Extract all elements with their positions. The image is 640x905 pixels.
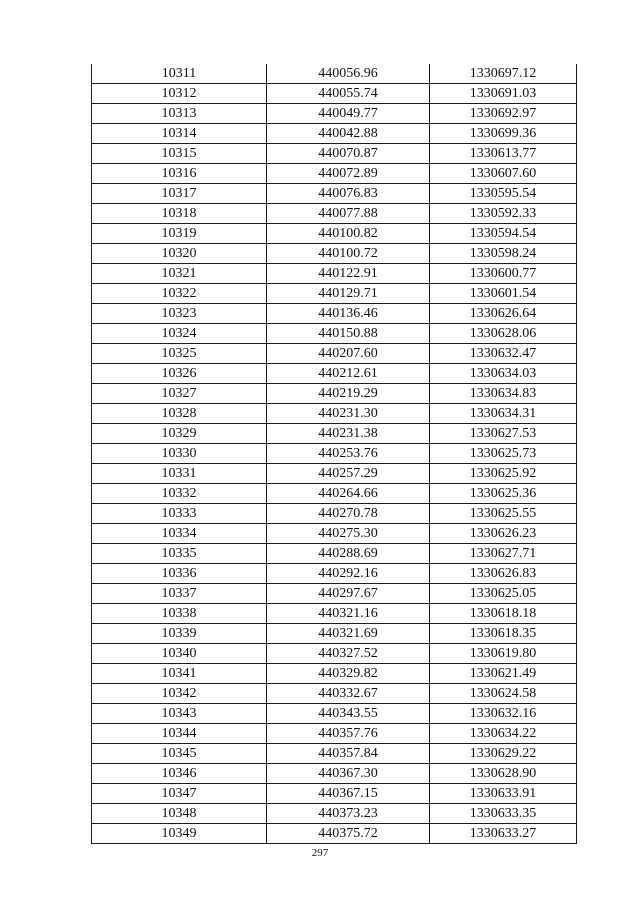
y-coordinate-cell: 1330632.16: [430, 704, 577, 724]
x-coordinate-cell: 440231.38: [267, 424, 430, 444]
y-coordinate-cell: 1330627.71: [430, 544, 577, 564]
y-coordinate-cell: 1330633.27: [430, 824, 577, 844]
table-row: [92, 504, 577, 524]
x-coordinate-cell: 440332.67: [267, 684, 430, 704]
table-row: [92, 344, 577, 364]
table-row: [92, 204, 577, 224]
x-coordinate-cell: 440056.96: [267, 64, 430, 84]
x-coordinate-cell: 440288.69: [267, 544, 430, 564]
point-id-cell: 10344: [92, 724, 267, 744]
point-id-cell: 10320: [92, 244, 267, 264]
table-row: [92, 404, 577, 424]
x-coordinate-cell: 440373.23: [267, 804, 430, 824]
table-row: [92, 224, 577, 244]
point-id-cell: 10329: [92, 424, 267, 444]
point-id-cell: 10317: [92, 184, 267, 204]
x-coordinate-cell: 440321.69: [267, 624, 430, 644]
point-id-cell: 10318: [92, 204, 267, 224]
y-coordinate-cell: 1330633.91: [430, 784, 577, 804]
y-coordinate-cell: 1330691.03: [430, 84, 577, 104]
x-coordinate-cell: 440327.52: [267, 644, 430, 664]
x-coordinate-cell: 440275.30: [267, 524, 430, 544]
x-coordinate-cell: 440219.29: [267, 384, 430, 404]
x-coordinate-cell: 440100.72: [267, 244, 430, 264]
x-coordinate-cell: 440253.76: [267, 444, 430, 464]
table-row: [92, 444, 577, 464]
table-row: [92, 284, 577, 304]
point-id-cell: 10312: [92, 84, 267, 104]
x-coordinate-cell: 440321.16: [267, 604, 430, 624]
point-id-cell: 10325: [92, 344, 267, 364]
x-coordinate-cell: 440367.30: [267, 764, 430, 784]
x-coordinate-cell: 440055.74: [267, 84, 430, 104]
x-coordinate-cell: 440077.88: [267, 204, 430, 224]
y-coordinate-cell: 1330625.05: [430, 584, 577, 604]
x-coordinate-cell: 440136.46: [267, 304, 430, 324]
point-id-cell: 10332: [92, 484, 267, 504]
table-row: [92, 824, 577, 844]
point-id-cell: 10342: [92, 684, 267, 704]
point-id-cell: 10339: [92, 624, 267, 644]
x-coordinate-cell: 440367.15: [267, 784, 430, 804]
x-coordinate-cell: 440049.77: [267, 104, 430, 124]
point-id-cell: 10334: [92, 524, 267, 544]
x-coordinate-cell: 440297.67: [267, 584, 430, 604]
point-id-cell: 10328: [92, 404, 267, 424]
y-coordinate-cell: 1330619.80: [430, 644, 577, 664]
y-coordinate-cell: 1330634.22: [430, 724, 577, 744]
table-row: [92, 304, 577, 324]
y-coordinate-cell: 1330601.54: [430, 284, 577, 304]
x-coordinate-cell: 440257.29: [267, 464, 430, 484]
point-id-cell: 10337: [92, 584, 267, 604]
table-row: [92, 484, 577, 504]
table-row: [92, 124, 577, 144]
point-id-cell: 10348: [92, 804, 267, 824]
point-id-cell: 10321: [92, 264, 267, 284]
table-row: [92, 704, 577, 724]
y-coordinate-cell: 1330618.35: [430, 624, 577, 644]
y-coordinate-cell: 1330697.12: [430, 64, 577, 84]
x-coordinate-cell: 440042.88: [267, 124, 430, 144]
table-row: [92, 104, 577, 124]
x-coordinate-cell: 440375.72: [267, 824, 430, 844]
y-coordinate-cell: 1330592.33: [430, 204, 577, 224]
table-row: [92, 544, 577, 564]
table-row: [92, 784, 577, 804]
x-coordinate-cell: 440292.16: [267, 564, 430, 584]
point-id-cell: 10349: [92, 824, 267, 844]
y-coordinate-cell: 1330618.18: [430, 604, 577, 624]
y-coordinate-cell: 1330627.53: [430, 424, 577, 444]
table-row: [92, 384, 577, 404]
table-row: [92, 164, 577, 184]
point-id-cell: 10326: [92, 364, 267, 384]
y-coordinate-cell: 1330628.06: [430, 324, 577, 344]
y-coordinate-cell: 1330626.23: [430, 524, 577, 544]
point-id-cell: 10313: [92, 104, 267, 124]
y-coordinate-cell: 1330632.47: [430, 344, 577, 364]
y-coordinate-cell: 1330629.22: [430, 744, 577, 764]
x-coordinate-cell: 440343.55: [267, 704, 430, 724]
point-id-cell: 10335: [92, 544, 267, 564]
x-coordinate-cell: 440072.89: [267, 164, 430, 184]
coordinate-table-body: [92, 64, 577, 844]
y-coordinate-cell: 1330626.83: [430, 564, 577, 584]
table-row: [92, 364, 577, 384]
x-coordinate-cell: 440207.60: [267, 344, 430, 364]
y-coordinate-cell: 1330692.97: [430, 104, 577, 124]
x-coordinate-cell: 440129.71: [267, 284, 430, 304]
point-id-cell: 10330: [92, 444, 267, 464]
point-id-cell: 10319: [92, 224, 267, 244]
y-coordinate-cell: 1330624.58: [430, 684, 577, 704]
x-coordinate-cell: 440329.82: [267, 664, 430, 684]
point-id-cell: 10323: [92, 304, 267, 324]
table-row: [92, 244, 577, 264]
y-coordinate-cell: 1330594.54: [430, 224, 577, 244]
table-row: [92, 664, 577, 684]
y-coordinate-cell: 1330625.92: [430, 464, 577, 484]
y-coordinate-cell: 1330600.77: [430, 264, 577, 284]
y-coordinate-cell: 1330634.03: [430, 364, 577, 384]
x-coordinate-cell: 440076.83: [267, 184, 430, 204]
table-row: [92, 764, 577, 784]
y-coordinate-cell: 1330625.73: [430, 444, 577, 464]
point-id-cell: 10347: [92, 784, 267, 804]
coordinate-table: [91, 64, 577, 844]
table-row: [92, 184, 577, 204]
table-row: [92, 144, 577, 164]
table-row: [92, 84, 577, 104]
point-id-cell: 10314: [92, 124, 267, 144]
x-coordinate-cell: 440122.91: [267, 264, 430, 284]
x-coordinate-cell: 440357.84: [267, 744, 430, 764]
y-coordinate-cell: 1330634.31: [430, 404, 577, 424]
table-row: [92, 684, 577, 704]
point-id-cell: 10336: [92, 564, 267, 584]
x-coordinate-cell: 440100.82: [267, 224, 430, 244]
table-row: [92, 464, 577, 484]
y-coordinate-cell: 1330613.77: [430, 144, 577, 164]
point-id-cell: 10341: [92, 664, 267, 684]
point-id-cell: 10327: [92, 384, 267, 404]
point-id-cell: 10324: [92, 324, 267, 344]
point-id-cell: 10322: [92, 284, 267, 304]
y-coordinate-cell: 1330598.24: [430, 244, 577, 264]
point-id-cell: 10340: [92, 644, 267, 664]
point-id-cell: 10343: [92, 704, 267, 724]
y-coordinate-cell: 1330625.55: [430, 504, 577, 524]
table-row: [92, 644, 577, 664]
y-coordinate-cell: 1330595.54: [430, 184, 577, 204]
table-row: [92, 804, 577, 824]
x-coordinate-cell: 440231.30: [267, 404, 430, 424]
y-coordinate-cell: 1330621.49: [430, 664, 577, 684]
y-coordinate-cell: 1330607.60: [430, 164, 577, 184]
table-row: [92, 424, 577, 444]
x-coordinate-cell: 440150.88: [267, 324, 430, 344]
x-coordinate-cell: 440212.61: [267, 364, 430, 384]
y-coordinate-cell: 1330628.90: [430, 764, 577, 784]
table-row: [92, 724, 577, 744]
y-coordinate-cell: 1330634.83: [430, 384, 577, 404]
y-coordinate-cell: 1330633.35: [430, 804, 577, 824]
y-coordinate-cell: 1330699.36: [430, 124, 577, 144]
table-row: [92, 624, 577, 644]
table-row: [92, 564, 577, 584]
table-row: [92, 604, 577, 624]
x-coordinate-cell: 440357.76: [267, 724, 430, 744]
point-id-cell: 10315: [92, 144, 267, 164]
point-id-cell: 10316: [92, 164, 267, 184]
page-number: 297: [311, 847, 329, 859]
table-row: [92, 584, 577, 604]
point-id-cell: 10338: [92, 604, 267, 624]
point-id-cell: 10346: [92, 764, 267, 784]
point-id-cell: 10311: [92, 64, 267, 84]
x-coordinate-cell: 440070.87: [267, 144, 430, 164]
y-coordinate-cell: 1330625.36: [430, 484, 577, 504]
x-coordinate-cell: 440264.66: [267, 484, 430, 504]
point-id-cell: 10345: [92, 744, 267, 764]
table-row: [92, 744, 577, 764]
point-id-cell: 10331: [92, 464, 267, 484]
table-row: [92, 324, 577, 344]
x-coordinate-cell: 440270.78: [267, 504, 430, 524]
table-row: [92, 64, 577, 84]
table-row: [92, 524, 577, 544]
table-row: [92, 264, 577, 284]
point-id-cell: 10333: [92, 504, 267, 524]
y-coordinate-cell: 1330626.64: [430, 304, 577, 324]
